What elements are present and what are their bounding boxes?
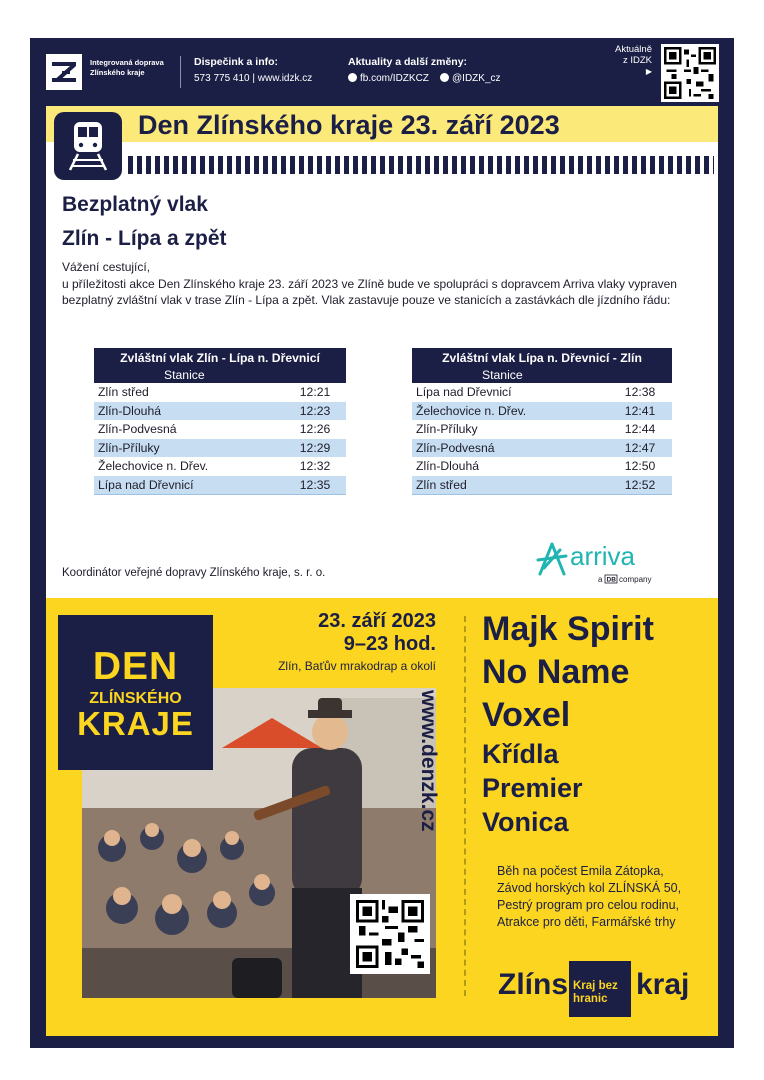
departure-time: 12:29 — [284, 439, 346, 458]
program-item: Závod horských kol ZLÍNSKÁ 50, — [497, 881, 682, 895]
arriva-tagline-pre: a — [598, 575, 603, 584]
table-row — [94, 402, 346, 421]
program-item: Běh na počest Emila Zátopka, — [497, 864, 664, 878]
event-promo — [46, 598, 718, 1036]
idzk-logo-icon — [46, 54, 82, 90]
zk-logo-box: Kraj bez hranic — [569, 961, 631, 1017]
zk-logo-left: Zlíns — [498, 968, 569, 1001]
header-divider — [180, 56, 181, 88]
facebook-link[interactable]: fb.com/IDZKCZ — [360, 73, 429, 84]
page-title: Den Zlínského kraje 23. září 2023 — [138, 110, 560, 140]
station-name: Zlín-Podvesná — [98, 422, 177, 437]
table-row — [412, 439, 672, 458]
station-name: Zlín-Podvesná — [412, 439, 608, 458]
subtitle-free-train: Bezplatný vlak — [62, 193, 208, 216]
station-name: Želechovice n. Dřev. — [98, 459, 209, 474]
intro-greeting: Vážení cestující, — [62, 260, 151, 274]
arriva-logo-icon — [534, 538, 666, 586]
update-line-2: z IDZK — [622, 55, 652, 66]
table-row — [412, 383, 672, 402]
arriva-wordmark: arriva — [570, 541, 636, 571]
departure-time: 12:41 — [608, 402, 672, 421]
station-name: Zlín-Příluky — [94, 439, 284, 458]
train-icon — [54, 112, 122, 180]
table-row — [94, 457, 346, 476]
arrow-right-icon: ▶ — [645, 67, 652, 76]
poster-frame — [30, 38, 734, 1048]
logo-line-2: Zlínského kraje — [90, 68, 145, 77]
event-logo — [58, 615, 213, 770]
artist-support: Křídla — [482, 739, 559, 769]
station-name: Zlín střed — [412, 476, 608, 495]
program-item: Atrakce pro děti, Farmářské trhy — [497, 915, 676, 929]
departure-time: 12:35 — [284, 476, 346, 495]
table-row — [94, 383, 346, 402]
event-logo-line-1: DEN — [92, 645, 179, 688]
twitter-link[interactable]: @IDZK_cz — [452, 73, 501, 84]
program-list — [497, 863, 681, 931]
station-name: Zlín-Dlouhá — [94, 402, 284, 421]
station-name: Zlín-Dlouhá — [416, 459, 479, 474]
arriva-tagline-post: company — [619, 575, 652, 584]
arriva-tagline-db: DB — [606, 576, 616, 584]
event-url[interactable] — [396, 688, 440, 848]
station-name: Zlín střed — [98, 385, 149, 400]
event-logo-line-2: ZLÍNSKÉHO — [89, 690, 182, 707]
station-name: Lípa nad Dřevnicí — [94, 476, 284, 495]
twitter-icon — [440, 73, 449, 82]
rail-dash-band — [128, 156, 714, 174]
table-row — [412, 402, 672, 421]
zk-logo-right: kraj — [636, 968, 690, 1001]
station-name: Lípa nad Dřevnicí — [416, 385, 512, 400]
departure-time: 12:23 — [284, 402, 346, 421]
update-line-1: Aktuálně — [615, 44, 652, 55]
dispatch-phone[interactable]: 573 775 410 — [194, 73, 250, 84]
event-hours: 9–23 hod. — [343, 633, 436, 655]
table-row — [94, 439, 346, 458]
departure-time: 12:52 — [608, 476, 672, 495]
dashed-divider — [464, 616, 466, 996]
artist-headliner: Majk Spirit — [482, 610, 654, 648]
qr-code-icon[interactable] — [350, 894, 430, 974]
table-row — [412, 420, 672, 439]
news-info — [348, 56, 501, 84]
update-label — [590, 44, 652, 77]
info-section — [46, 106, 718, 598]
zlinsky-kraj-logo — [498, 958, 698, 1006]
facebook-icon — [348, 73, 357, 82]
table-row — [94, 420, 346, 439]
timetable-return-title: Zvláštní vlak Lípa n. Dřevnicí - Zlín — [412, 348, 672, 366]
artist-headliner: No Name — [482, 653, 630, 691]
table-row — [412, 476, 672, 495]
departure-time: 12:47 — [608, 439, 672, 458]
intro-text — [62, 259, 702, 309]
program-item: Pestrý program pro celou rodinu, — [497, 898, 680, 912]
departure-time: 12:21 — [299, 385, 331, 400]
subtitle-route: Zlín - Lípa a zpět — [62, 227, 227, 250]
event-url-text: www.denzk.cz — [417, 690, 440, 832]
header-bar — [30, 38, 734, 106]
event-date: 23. září 2023 — [318, 610, 436, 632]
timetable-return-col-station: Stanice — [412, 366, 672, 383]
timetable-outbound-title: Zvláštní vlak Zlín - Lípa n. Dřevnicí — [94, 348, 346, 366]
dispatch-separator: | — [252, 73, 256, 84]
dispatch-info — [194, 56, 312, 84]
departure-time: 12:32 — [299, 459, 331, 474]
dispatch-title: Dispečink a info: — [194, 56, 279, 68]
timetable-outbound-col-station: Stanice — [94, 366, 346, 383]
intro-body: u příležitosti akce Den Zlínského kraje 23. září 2023 ve Zlíně bude ve spolupráci s dopravcem Arriva vlaky vypraven bezplatný zvláštní vlak v trase Zlín - Lípa a zpět. Vlak zastavuje pouze ve stanicích a zastávkách dle jízdního řádu: — [62, 276, 677, 307]
logo-line-1: Integrovaná doprava — [90, 58, 164, 67]
dispatch-website-link[interactable]: www.idzk.cz — [257, 73, 313, 84]
event-logo-line-3: KRAJE — [77, 705, 194, 742]
departure-time: 12:38 — [624, 385, 656, 400]
artist-support: Vonica — [482, 807, 569, 837]
qr-code-icon[interactable] — [661, 44, 719, 102]
station-name: Zlín-Příluky — [416, 422, 478, 437]
departure-time: 12:50 — [624, 459, 656, 474]
artist-support: Premier — [482, 773, 583, 803]
timetable-outbound — [94, 348, 346, 495]
coordinator-text: Koordinátor veřejné dopravy Zlínského kraje, s. r. o. — [62, 567, 326, 579]
station-name: Želechovice n. Dřev. — [412, 402, 608, 421]
event-datetime — [278, 610, 436, 673]
timetable-return — [412, 348, 672, 495]
table-row — [412, 457, 672, 476]
news-title: Aktuality a další změny: — [348, 56, 468, 68]
idzk-logo-text — [90, 58, 164, 78]
artist-list — [482, 608, 654, 839]
artist-headliner: Voxel — [482, 696, 571, 734]
departure-time: 12:44 — [624, 422, 656, 437]
departure-time: 12:26 — [299, 422, 331, 437]
event-place: Zlín, Baťův mrakodrap a okolí — [278, 659, 436, 673]
table-row — [94, 476, 346, 495]
